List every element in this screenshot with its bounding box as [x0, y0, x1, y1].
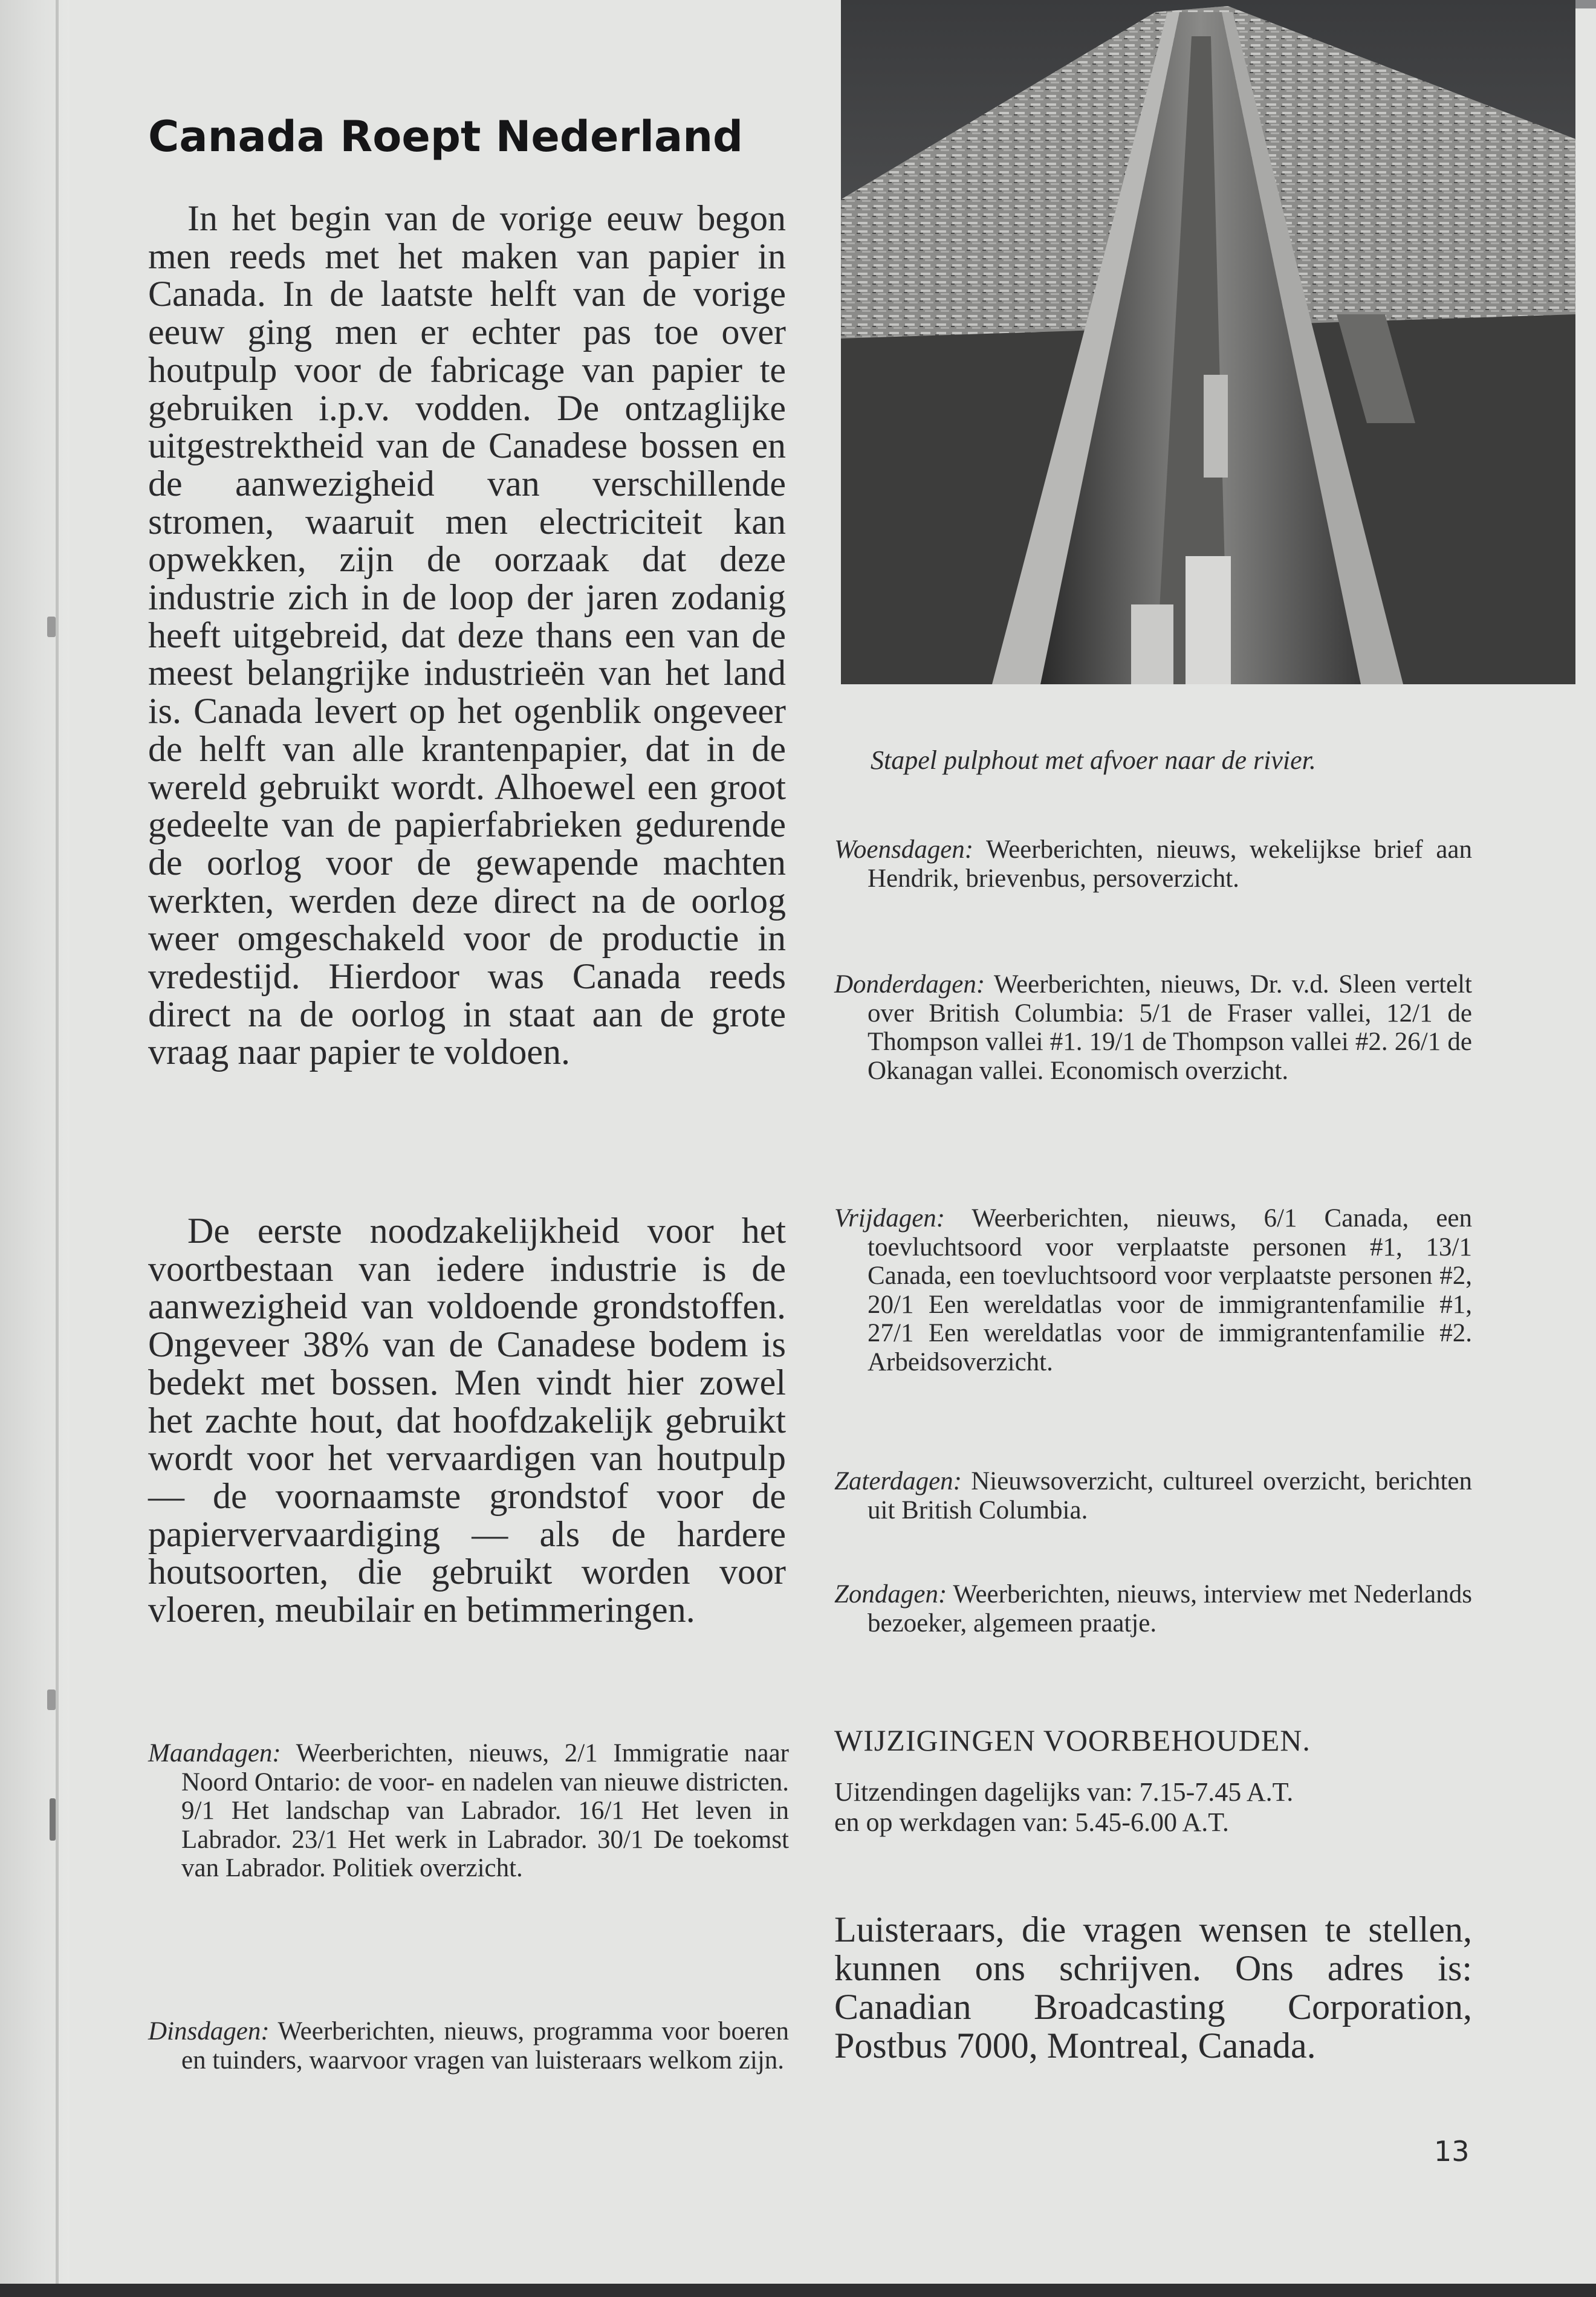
changes-reserved-notice: WIJZIGINGEN VOORBEHOUDEN. — [834, 1723, 1311, 1757]
binding-staple-mark — [47, 617, 56, 637]
day-label: Maandagen: — [148, 1739, 281, 1767]
page-bottom-edge — [0, 2284, 1596, 2297]
day-label: Dinsdagen: — [148, 2017, 270, 2046]
paragraph-text: De eerste noodzakelijkheid voor het voortbestaan van iedere industrie is de aanwezigheid van voldoende grondstoffen. Ongeveer 38% van de Canadese bodem is bedekt met bossen. Men vindt hier zowel het zachte hout, dat hoofdzakelijk gebruikt wordt voor het vervaardigen van houtpulp — de voornaamste grondstof voor de papiervervaardiging — als de hardere houtsoorten, die gebruikt worden voor vloeren, meubilair en betimmeringen. — [148, 1211, 786, 1630]
day-label: Woensdagen: — [834, 835, 974, 864]
broadcast-times — [834, 1777, 1293, 1838]
day-label: Zaterdagen: — [834, 1467, 962, 1495]
day-programme: Nieuwsoverzicht, cultureel overzicht, berichten uit British Columbia. — [868, 1467, 1472, 1524]
page-number: 13 — [1434, 2135, 1470, 2168]
broadcast-daily: Uitzendingen dagelijks van: 7.15-7.45 A.T. — [834, 1777, 1294, 1807]
article-paragraph-1 — [148, 199, 786, 1071]
binding-staple-mark — [47, 1690, 56, 1710]
day-label: Zondagen: — [834, 1580, 947, 1609]
schedule-wednesday — [834, 835, 1472, 893]
schedule-tuesday — [148, 2017, 789, 2075]
schedule-friday — [834, 1204, 1472, 1376]
day-programme: Weerberichten, nieuws, Dr. v.d. Sleen vertelt over British Columbia: 5/1 de Fraser vallei, 12/1 de Thompson vallei #1. 19/1 de Thompson vallei #2. 26/1 de Okanagan vallei. Economisch overzicht. — [868, 970, 1472, 1085]
article-title: Canada Roept Nederland — [148, 112, 744, 161]
day-label: Vrijdagen: — [834, 1204, 946, 1233]
article-paragraph-2 — [148, 1212, 786, 1629]
page-gutter — [0, 0, 70, 2297]
day-programme: Weerberichten, nieuws, programma voor boeren en tuinders, waarvoor vragen van luisteraars welkom zijn. — [181, 2017, 789, 2075]
pulpwood-photo — [841, 0, 1575, 684]
paragraph-text: In het begin van de vorige eeuw begon men reeds met het maken van papier in Canada. In de laatste helft van de vorige eeuw ging men er echter pas toe over houtpulp voor de fabricage van papier te gebruiken i.p.v. vodden. De ontzaglijke uitgestrektheid van de Canadese bossen en de aanwezigheid van verschillende stromen, waaruit men electriciteit kan opwekken, zijn de oorzaak dat deze industrie zich in de loop der jaren zodanig heeft uitgebreid, dat deze thans een van de meest belangrijke industrieën van het land is. Canada levert op het ogenblik ongeveer de helft van alle krantenpapier, dat in de wereld gebruikt wordt. Alhoewel een groot gedeelte van de papierfabrieken gedurende de oorlog voor de gewapende machten werkten, werden deze direct na de oorlog weer omgeschakeld voor de productie in vredestijd. Hierdoor was Canada reeds direct na de oorlog in staat aan de grote vraag naar papier te voldoen. — [148, 198, 786, 1072]
schedule-thursday — [834, 970, 1472, 1085]
listener-contact-paragraph: Luisteraars, die vragen wensen te stellen, kunnen ons schrijven. Ons adres is: Canadian Broadcasting Corporation, Postbus 7000, Montreal, Canada. — [834, 1910, 1472, 2065]
gutter-fold-line — [56, 0, 59, 2297]
photo-caption: Stapel pulphout met afvoer naar de rivier. — [871, 745, 1316, 775]
day-programme: Weerberichten, nieuws, wekelijkse brief aan Hendrik, brievenbus, persoverzicht. — [868, 835, 1472, 893]
schedule-monday — [148, 1739, 789, 1883]
binding-staple — [50, 1798, 56, 1841]
broadcast-weekdays: en op werkdagen van: 5.45-6.00 A.T. — [834, 1807, 1229, 1837]
day-programme: Weerberichten, nieuws, interview met Nederlands bezoeker, algemeen praatje. — [868, 1580, 1472, 1638]
schedule-sunday — [834, 1580, 1472, 1638]
schedule-saturday — [834, 1467, 1472, 1524]
day-label: Donderdagen: — [834, 970, 985, 999]
pulpwood-conveyor-image — [841, 0, 1575, 684]
day-programme: Weerberichten, nieuws, 6/1 Canada, een toevluchtsoord voor verplaatste personen #1, 13/1 Canada, een toevluchtsoord voor verplaatste personen #2, 20/1 Een wereldatlas voor de immigrantenfamilie #1, 27/1 Een wereldatlas voor de immigrantenfamilie #2. Arbeidsoverzicht. — [868, 1204, 1472, 1376]
day-programme: Weerberichten, nieuws, 2/1 Immigratie naar Noord Ontario: de voor- en nadelen van nieuwe districten. 9/1 Het landschap van Labrador. 16/1 Het leven in Labrador. 23/1 Het werk in Labrador. 30/1 De toekomst van Labrador. Politiek overzicht. — [181, 1739, 789, 1882]
